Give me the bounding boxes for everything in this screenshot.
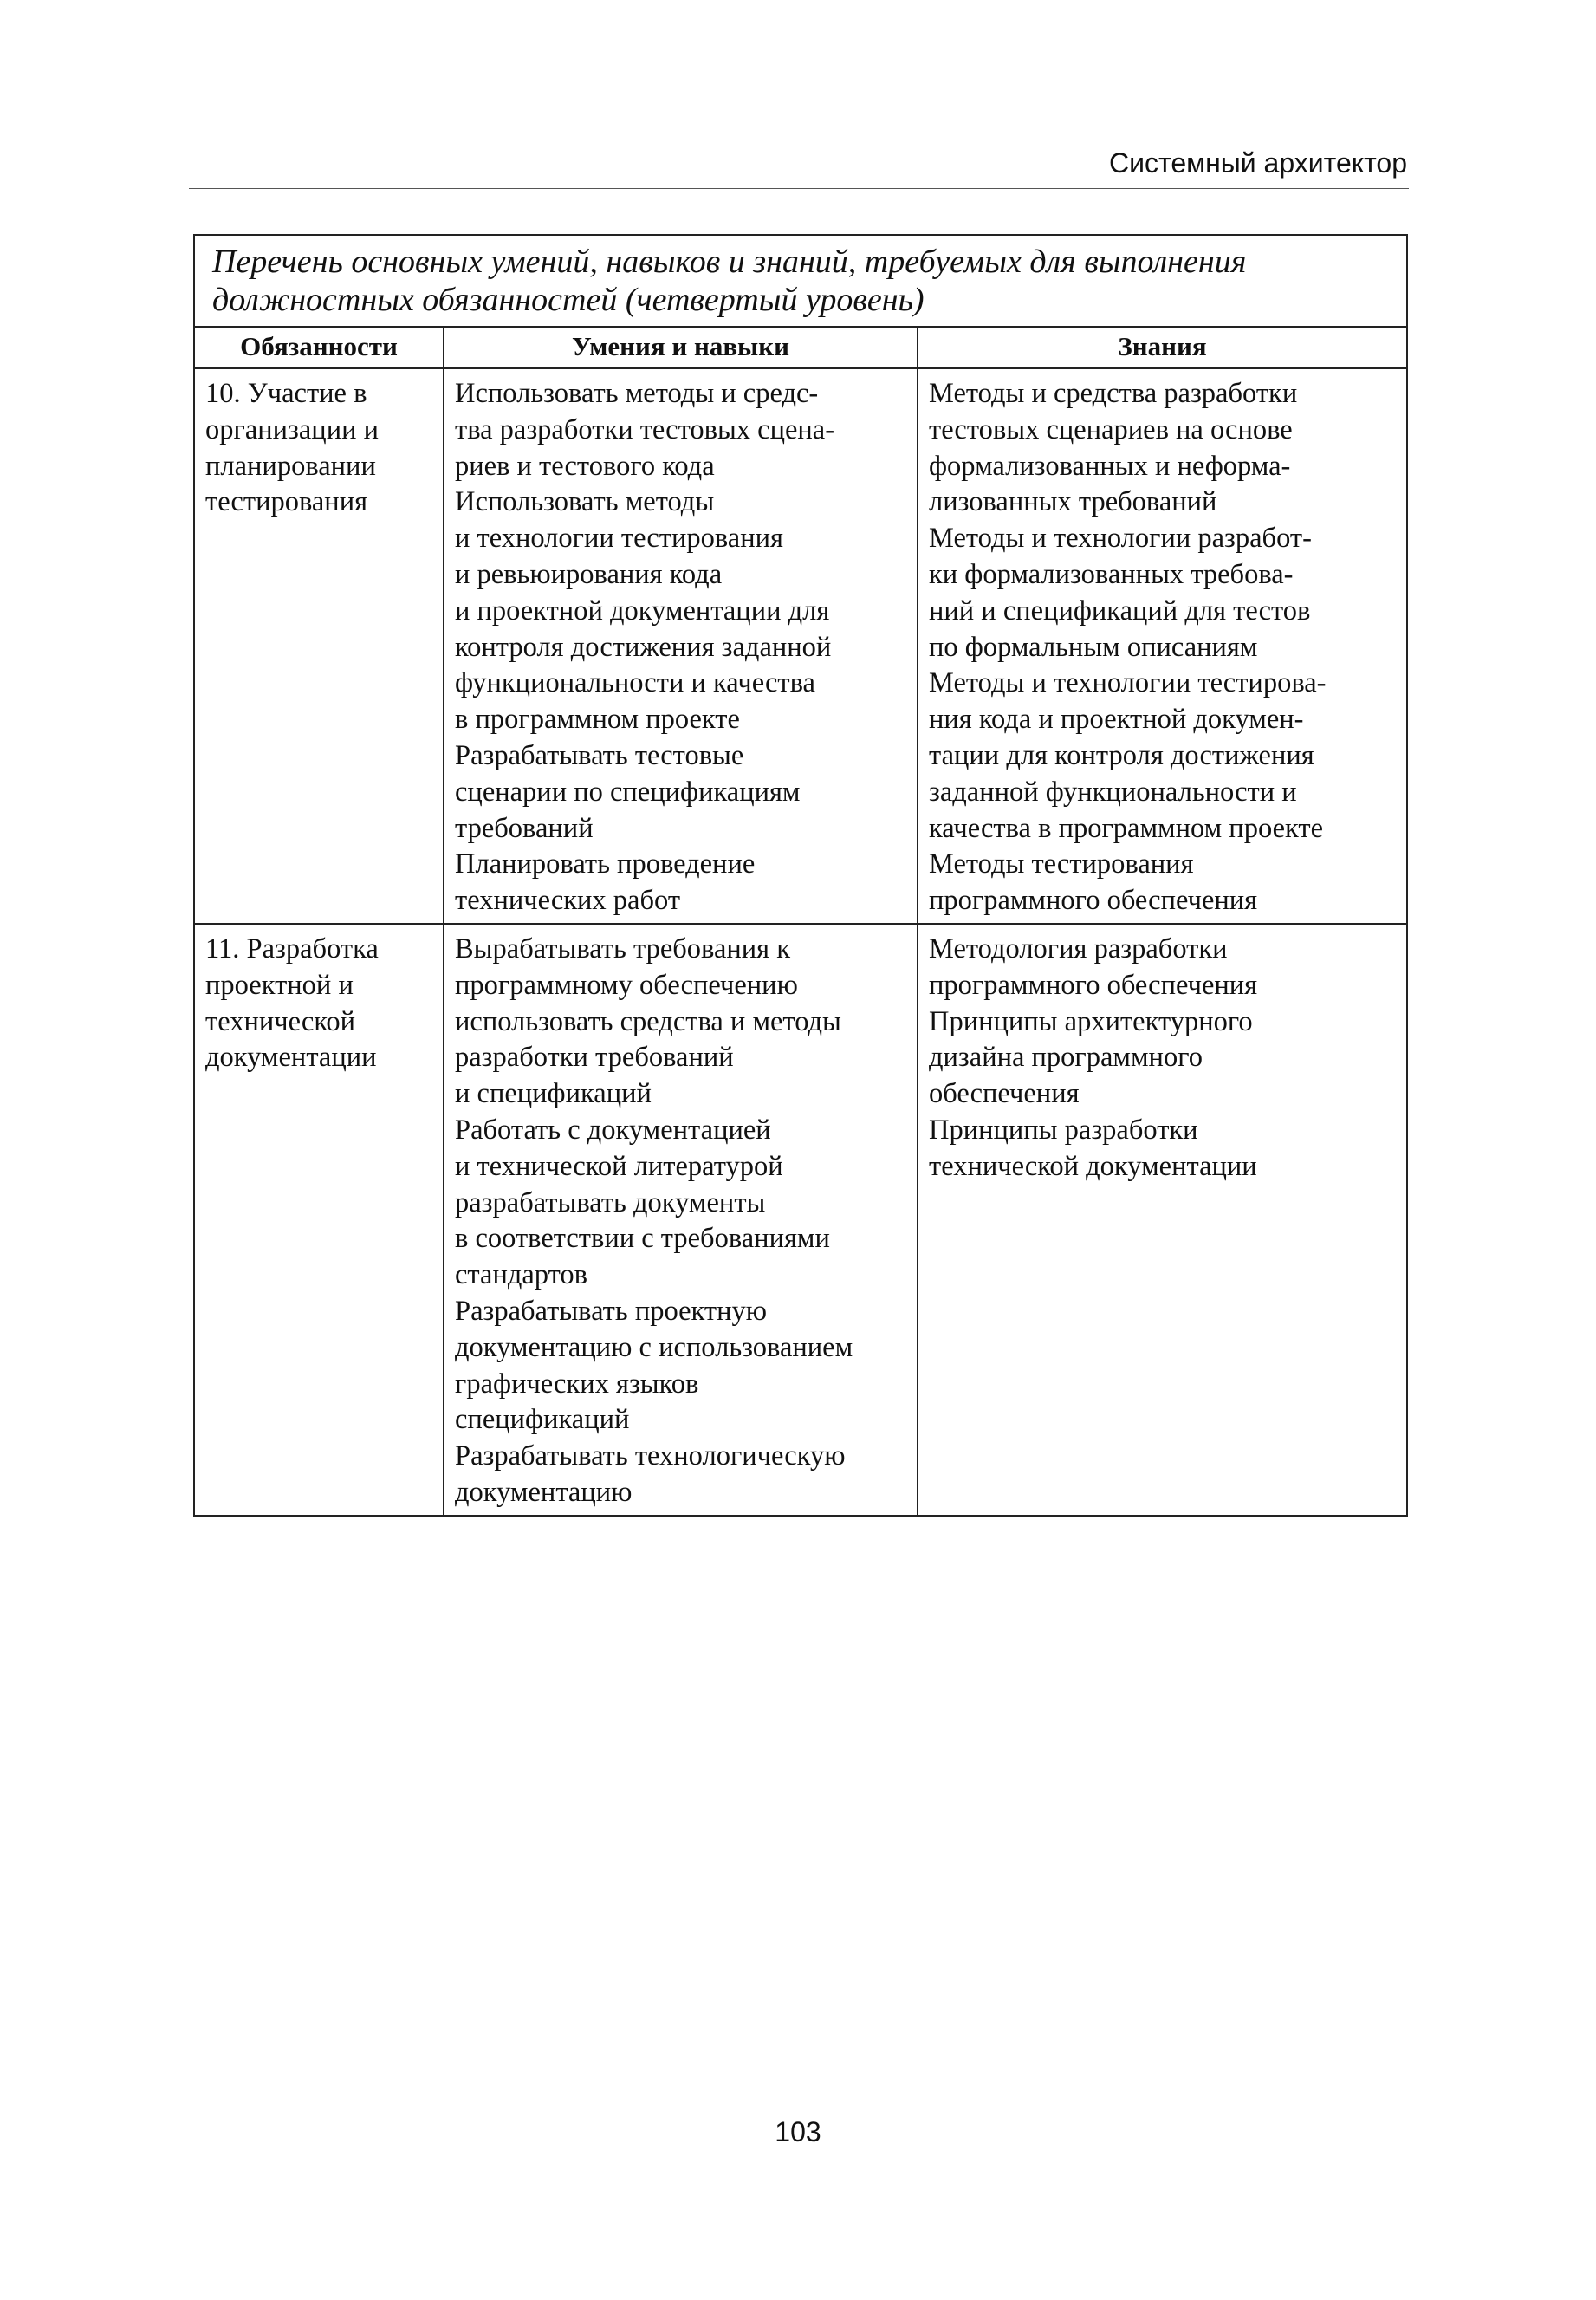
skills-line: технических работ xyxy=(455,885,681,917)
duty-cell xyxy=(194,924,444,1516)
skills-line: Разрабатывать технологическую xyxy=(455,1440,846,1472)
column-header-knowledge: Знания xyxy=(918,327,1407,368)
skills-line: документацию с использованием xyxy=(455,1331,853,1363)
skills-line: контроля достижения заданной xyxy=(455,631,832,663)
skills-line: Разрабатывать тестовые xyxy=(455,739,744,771)
knowledge-line: ния кода и проектной докумен- xyxy=(929,704,1304,736)
skills-line: тва разработки тестовых сцена- xyxy=(455,413,835,445)
skills-line: и технологии тестирования xyxy=(455,523,783,555)
table-row xyxy=(194,924,1407,1516)
skills-line: программному обеспечению xyxy=(455,969,798,1001)
knowledge-line: обеспечения xyxy=(929,1078,1080,1110)
knowledge-line: формализованных и неформа- xyxy=(929,450,1291,482)
table-caption-row xyxy=(194,235,1407,327)
column-header-duties: Обязанности xyxy=(194,327,444,368)
knowledge-cell xyxy=(918,368,1407,924)
knowledge-line: дизайна программного xyxy=(929,1042,1203,1074)
knowledge-line: Методы и технологии тестирова- xyxy=(929,667,1327,699)
knowledge-line: Принципы разработки xyxy=(929,1114,1198,1146)
duty-line: 11. Разработка xyxy=(205,932,379,965)
duty-cell xyxy=(194,368,444,924)
skills-line: документацию xyxy=(455,1476,633,1508)
duty-line: проектной и xyxy=(205,969,354,1001)
skills-line: в соответствии с требованиями xyxy=(455,1223,830,1255)
skills-line: и проектной документации для xyxy=(455,594,830,627)
skills-line: функциональности и качества xyxy=(455,667,815,699)
knowledge-line: тации для контроля достижения xyxy=(929,739,1314,771)
knowledge-line: ний и спецификаций для тестов xyxy=(929,594,1311,627)
skills-line: риев и тестового кода xyxy=(455,450,715,482)
table-header-row xyxy=(194,327,1407,368)
skills-cell xyxy=(444,368,918,924)
header-rule xyxy=(189,188,1409,189)
skills-line: спецификаций xyxy=(455,1404,630,1436)
knowledge-line: программного обеспечения xyxy=(929,885,1258,917)
table-row xyxy=(194,368,1407,924)
skills-line: Вырабатывать требования к xyxy=(455,932,791,965)
skills-line: и технической литературой xyxy=(455,1150,783,1182)
duty-line: тестирования xyxy=(205,486,368,518)
caption-line: должностных обязанностей (четвертый уровень) xyxy=(212,282,925,318)
skills-line: Разрабатывать проектную xyxy=(455,1295,768,1327)
running-header-title: Системный архитектор xyxy=(1109,147,1407,179)
skills-line: использовать средства и методы xyxy=(455,1005,841,1037)
knowledge-line: лизованных требований xyxy=(929,486,1217,518)
duty-line: документации xyxy=(205,1042,377,1074)
knowledge-cell xyxy=(918,924,1407,1516)
knowledge-line: ки формализованных требова- xyxy=(929,558,1294,590)
skills-line: разрабатывать документы xyxy=(455,1186,766,1218)
knowledge-line: по формальным описаниям xyxy=(929,631,1258,663)
knowledge-line: Методология разработки xyxy=(929,932,1228,965)
skills-cell xyxy=(444,924,918,1516)
skills-line: Работать с документацией xyxy=(455,1114,771,1146)
knowledge-line: Принципы архитектурного xyxy=(929,1005,1253,1037)
knowledge-line: Методы тестирования xyxy=(929,848,1194,880)
skills-line: Использовать методы xyxy=(455,486,715,518)
skills-line: и ревьюирования кода xyxy=(455,558,723,590)
skills-line: и спецификаций xyxy=(455,1078,652,1110)
skills-line: стандартов xyxy=(455,1259,587,1291)
skills-line: графических языков xyxy=(455,1368,699,1400)
table-caption xyxy=(194,235,1407,327)
duty-line: технической xyxy=(205,1005,356,1037)
skills-line: в программном проекте xyxy=(455,704,740,736)
skills-table xyxy=(193,234,1408,1517)
column-header-skills: Умения и навыки xyxy=(444,327,918,368)
duty-line: 10. Участие в xyxy=(205,378,367,409)
knowledge-line: тестовых сценариев на основе xyxy=(929,413,1293,445)
page-number: 103 xyxy=(775,2116,821,2147)
skills-line: требований xyxy=(455,812,594,844)
skills-line: Планировать проведение xyxy=(455,848,756,880)
duty-line: организации и xyxy=(205,413,379,445)
knowledge-line: заданной функциональности и xyxy=(929,776,1297,808)
skills-line: Использовать методы и средс- xyxy=(455,378,819,409)
duty-line: планировании xyxy=(205,450,376,482)
caption-line: Перечень основных умений, навыков и знаний, требуемых для выполнения xyxy=(212,244,1247,280)
knowledge-line: Методы и технологии разработ- xyxy=(929,523,1312,555)
skills-line: разработки требований xyxy=(455,1042,734,1074)
knowledge-line: программного обеспечения xyxy=(929,969,1258,1001)
skills-line: сценарии по спецификациям xyxy=(455,776,801,808)
knowledge-line: технической документации xyxy=(929,1150,1257,1182)
knowledge-line: качества в программном проекте xyxy=(929,812,1324,844)
knowledge-line: Методы и средства разработки xyxy=(929,378,1298,409)
